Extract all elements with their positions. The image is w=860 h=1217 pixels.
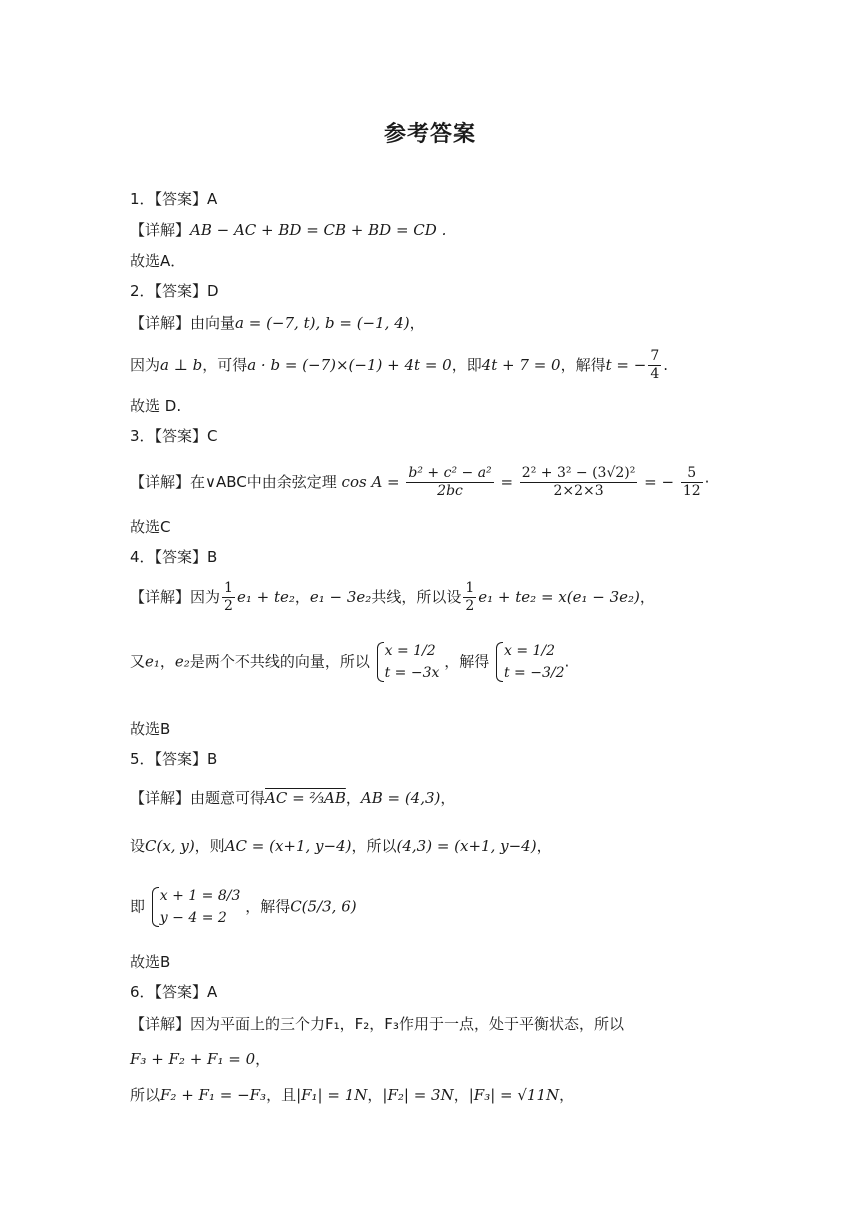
q5-system: 即 x + 1 = 8/3 y − 4 = 2 ，解得C(5/3, 6) xyxy=(130,885,357,929)
q3-detail: 【详解】在∨ABC中由余弦定理 cos A = $\frac{\text{b² + c² − a²}}{2bc}$ = $\frac{\text{2² + 3² − (3√2)²}}{2\times 2\times 3}$ = − $\frac{5}{12}$ · xyxy=(130,465,710,499)
q3-fraction-formula: $\frac{\text{b² + c² − a²}}{2bc}$ xyxy=(408,465,492,499)
page-title: 参考答案 xyxy=(383,122,476,147)
q2-fraction: $\frac{7}{4}$ xyxy=(650,348,660,382)
q4-answer: 4．【答案】B xyxy=(130,548,218,566)
q5-answer: 5．【答案】B xyxy=(130,750,218,768)
q1-detail: 【详解】AB − AC + BD = CB + BD = CD . xyxy=(130,221,447,239)
q2-detail: 【详解】由向量a = (−7, t), b = (−1, 4)， xyxy=(130,314,425,332)
q1-conclusion: 故选A． xyxy=(130,252,186,270)
q5-conclusion: 故选B xyxy=(130,953,171,971)
q1-vector-equation: AB − AC + BD = CB + BD = CD . xyxy=(190,221,447,239)
q4-system: 又e₁，e₂是两个不共线的向量，所以 x = 1/2 t = −3x ，解得 x = 1/2 t = −3/2 . xyxy=(130,640,569,684)
q4-half-fraction-2: $\frac{1}{2}$ xyxy=(465,580,475,614)
q4-equation-system: x = 1/2 t = −3x xyxy=(375,640,440,684)
q2-conclusion: 故选 D. xyxy=(130,397,182,415)
q6-answer: 6．【答案】A xyxy=(130,983,218,1001)
q4-solution-system: x = 1/2 t = −3/2 xyxy=(494,640,565,684)
q4-half-fraction: $\frac{1}{2}$ xyxy=(224,580,233,614)
q2-answer: 2．【答案】D xyxy=(130,282,219,300)
q4-detail: 【详解】因为 $\frac{1}{2}$ e₁ + te₂，e₁ − 3e₂共线，所以设 $\frac{1}{2}$ e₁ + te₂ = x(e₁ − 3e₂)， xyxy=(130,580,655,614)
q5-equation-system: x + 1 = 8/3 y − 4 = 2 xyxy=(150,885,241,929)
q3-conclusion: 故选C xyxy=(130,518,171,536)
q6-detail: 【详解】因为平面上的三个力F₁，F₂，F₃作用于一点，处于平衡状态，所以 xyxy=(130,1015,624,1033)
q4-conclusion: 故选B xyxy=(130,720,171,738)
q5-detail: 【详解】由题意可得AC = ⅔AB，AB = (4,3)， xyxy=(130,789,456,807)
q2-derivation: 因为a ⊥ b，可得a · b = (−7)×(−1) + 4t = 0，即4t + 7 = 0，解得t = − $\frac{7}{4}$ . xyxy=(130,348,669,382)
q5-setup: 设C(x, y)，则AC = (x+1, y−4)，所以(4,3) = (x+1, y−4)， xyxy=(130,837,552,855)
q6-equilibrium: F₃ + F₂ + F₁ = 0， xyxy=(130,1050,271,1068)
q6-magnitudes: 所以F₂ + F₁ = −F₃，且|F₁| = 1N，|F₂| = 3N，|F₃| = √11N， xyxy=(130,1086,575,1104)
q3-fraction-substituted: $\frac{\text{2² + 3² − (3√2)²}}{2\times 2\times 3}$ xyxy=(521,465,636,499)
q3-answer: 3．【答案】C xyxy=(130,427,218,445)
q1-answer: 1．【答案】A xyxy=(130,190,218,208)
q3-fraction-result: $\frac{5}{12}$ xyxy=(682,465,701,499)
